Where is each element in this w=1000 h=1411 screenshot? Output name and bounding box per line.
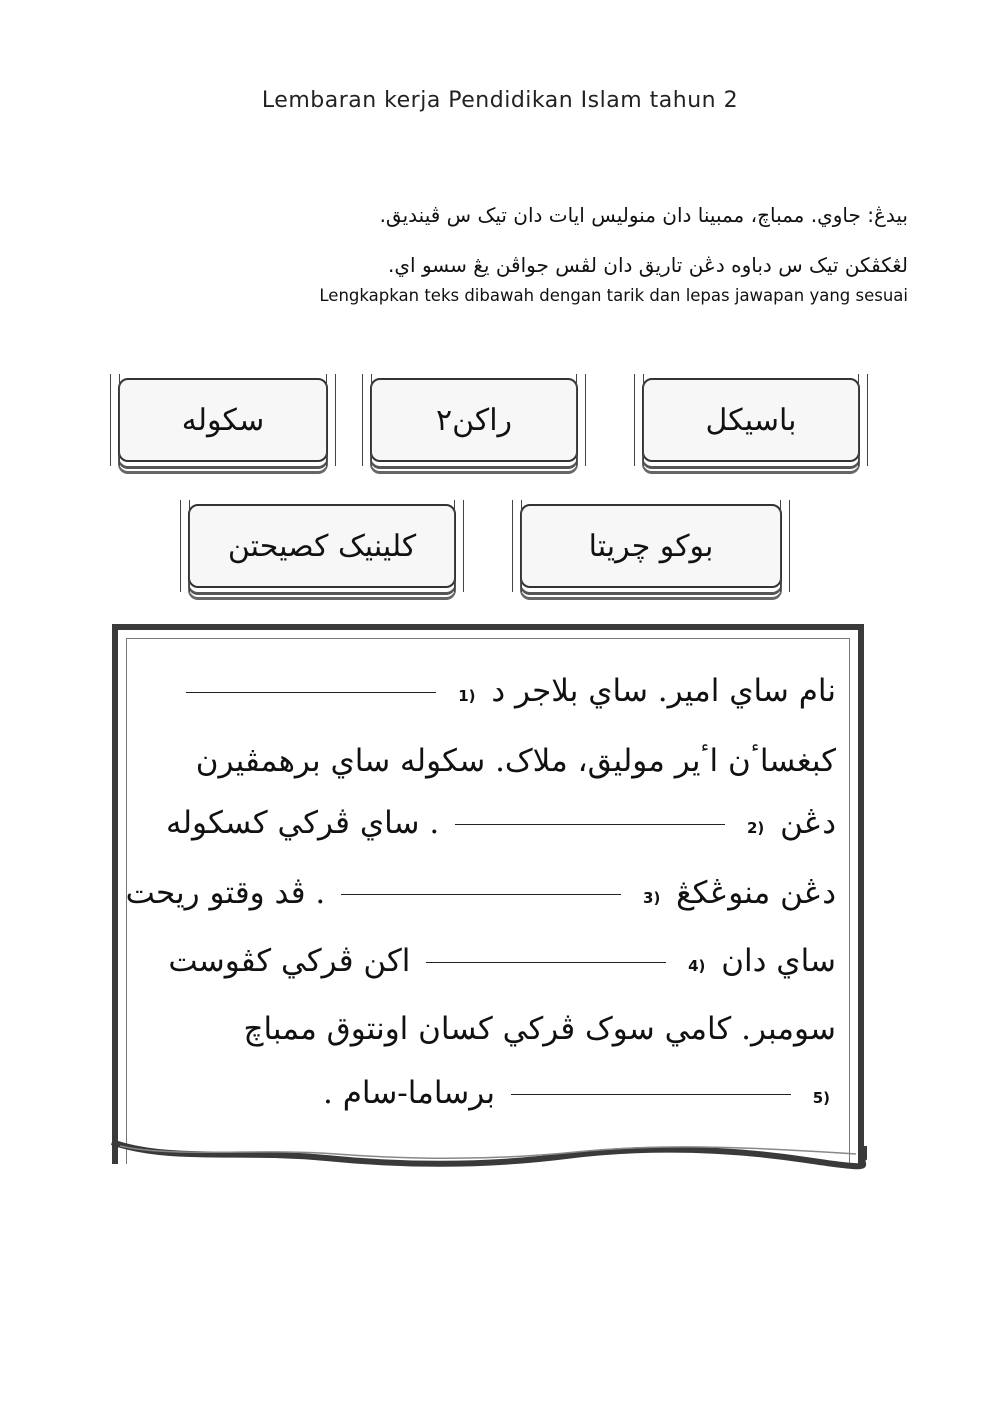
passage-line-1 xyxy=(140,660,836,722)
passage-text: برساما-سام . xyxy=(322,1075,495,1111)
skill-instruction: بيدڠ: جاوي. ممباچ، ممبينا دان منوليس ايات دان تيک س ڤينديق. xyxy=(379,203,908,227)
answer-card-basikal[interactable] xyxy=(642,378,860,462)
worksheet-title: Lembaran kerja Pendidikan Islam tahun 2 xyxy=(261,88,739,113)
passage-text: نام ساي امير. ساي بلاجر د xyxy=(491,673,836,709)
passage-text: . ڤد وقتو ريحت xyxy=(125,875,326,911)
drop-blank-4[interactable] xyxy=(426,961,666,963)
passage-line-5 xyxy=(140,930,836,992)
passage-text: دڠن منوڠكڠ xyxy=(676,875,836,911)
task-instruction-jawi: لڠكڤكن تيک س دباوه دڠن تاريق دان لڤس جواڤن يڠ سسو اي. xyxy=(388,253,908,277)
blank-number-2: (2 xyxy=(746,819,765,837)
drop-blank-5[interactable] xyxy=(511,1093,791,1095)
blank-number-4: (4 xyxy=(688,957,706,975)
drop-blank-2[interactable] xyxy=(455,823,725,825)
passage-frame xyxy=(112,624,864,1164)
answer-card-buku[interactable] xyxy=(520,504,782,588)
drop-blank-1[interactable] xyxy=(186,691,436,693)
passage-line-2 xyxy=(140,730,836,792)
blank-number-5: (5 xyxy=(812,1089,830,1107)
passage-text: سومبر. كامي سوک ڤرکي كسان اونتوق ممباچ xyxy=(243,1011,836,1047)
answer-card-label: باسيكل xyxy=(705,402,797,438)
answer-card-klinik[interactable] xyxy=(188,504,456,588)
passage-text: كبغساٴن اٴير موليق، ملاک. سكوله ساي برهمڤيرن xyxy=(195,743,836,779)
passage-line-7 xyxy=(140,1062,836,1124)
passage-frame-bottom-edge xyxy=(106,1140,870,1174)
passage-line-6 xyxy=(140,998,836,1060)
passage-line-4 xyxy=(125,862,836,924)
blank-number-1: (1 xyxy=(458,687,476,705)
blank-number-3: (3 xyxy=(643,889,661,907)
answer-card-label: كلينيک كصيحتن xyxy=(227,528,417,564)
drop-blank-3[interactable] xyxy=(341,893,621,895)
passage-line-3 xyxy=(140,792,836,854)
passage-text: . ساي ڤرکي كسكوله xyxy=(165,805,440,841)
answer-card-rakan[interactable] xyxy=(370,378,578,462)
answer-card-label: سكوله xyxy=(181,402,265,438)
task-instruction-latin: Lengkapkan teks dibawah dengan tarik dan lepas jawapan yang sesuai xyxy=(319,286,908,305)
answer-card-label: بوکو چريتا xyxy=(588,528,714,564)
passage-text: اكن ڤرکي كڤوست xyxy=(168,943,411,979)
passage-text: دڠن xyxy=(780,805,836,841)
answer-card-sekolah[interactable] xyxy=(118,378,328,462)
answer-card-label: راکن٢ xyxy=(435,402,513,438)
passage-text: ساي دان xyxy=(721,943,836,979)
